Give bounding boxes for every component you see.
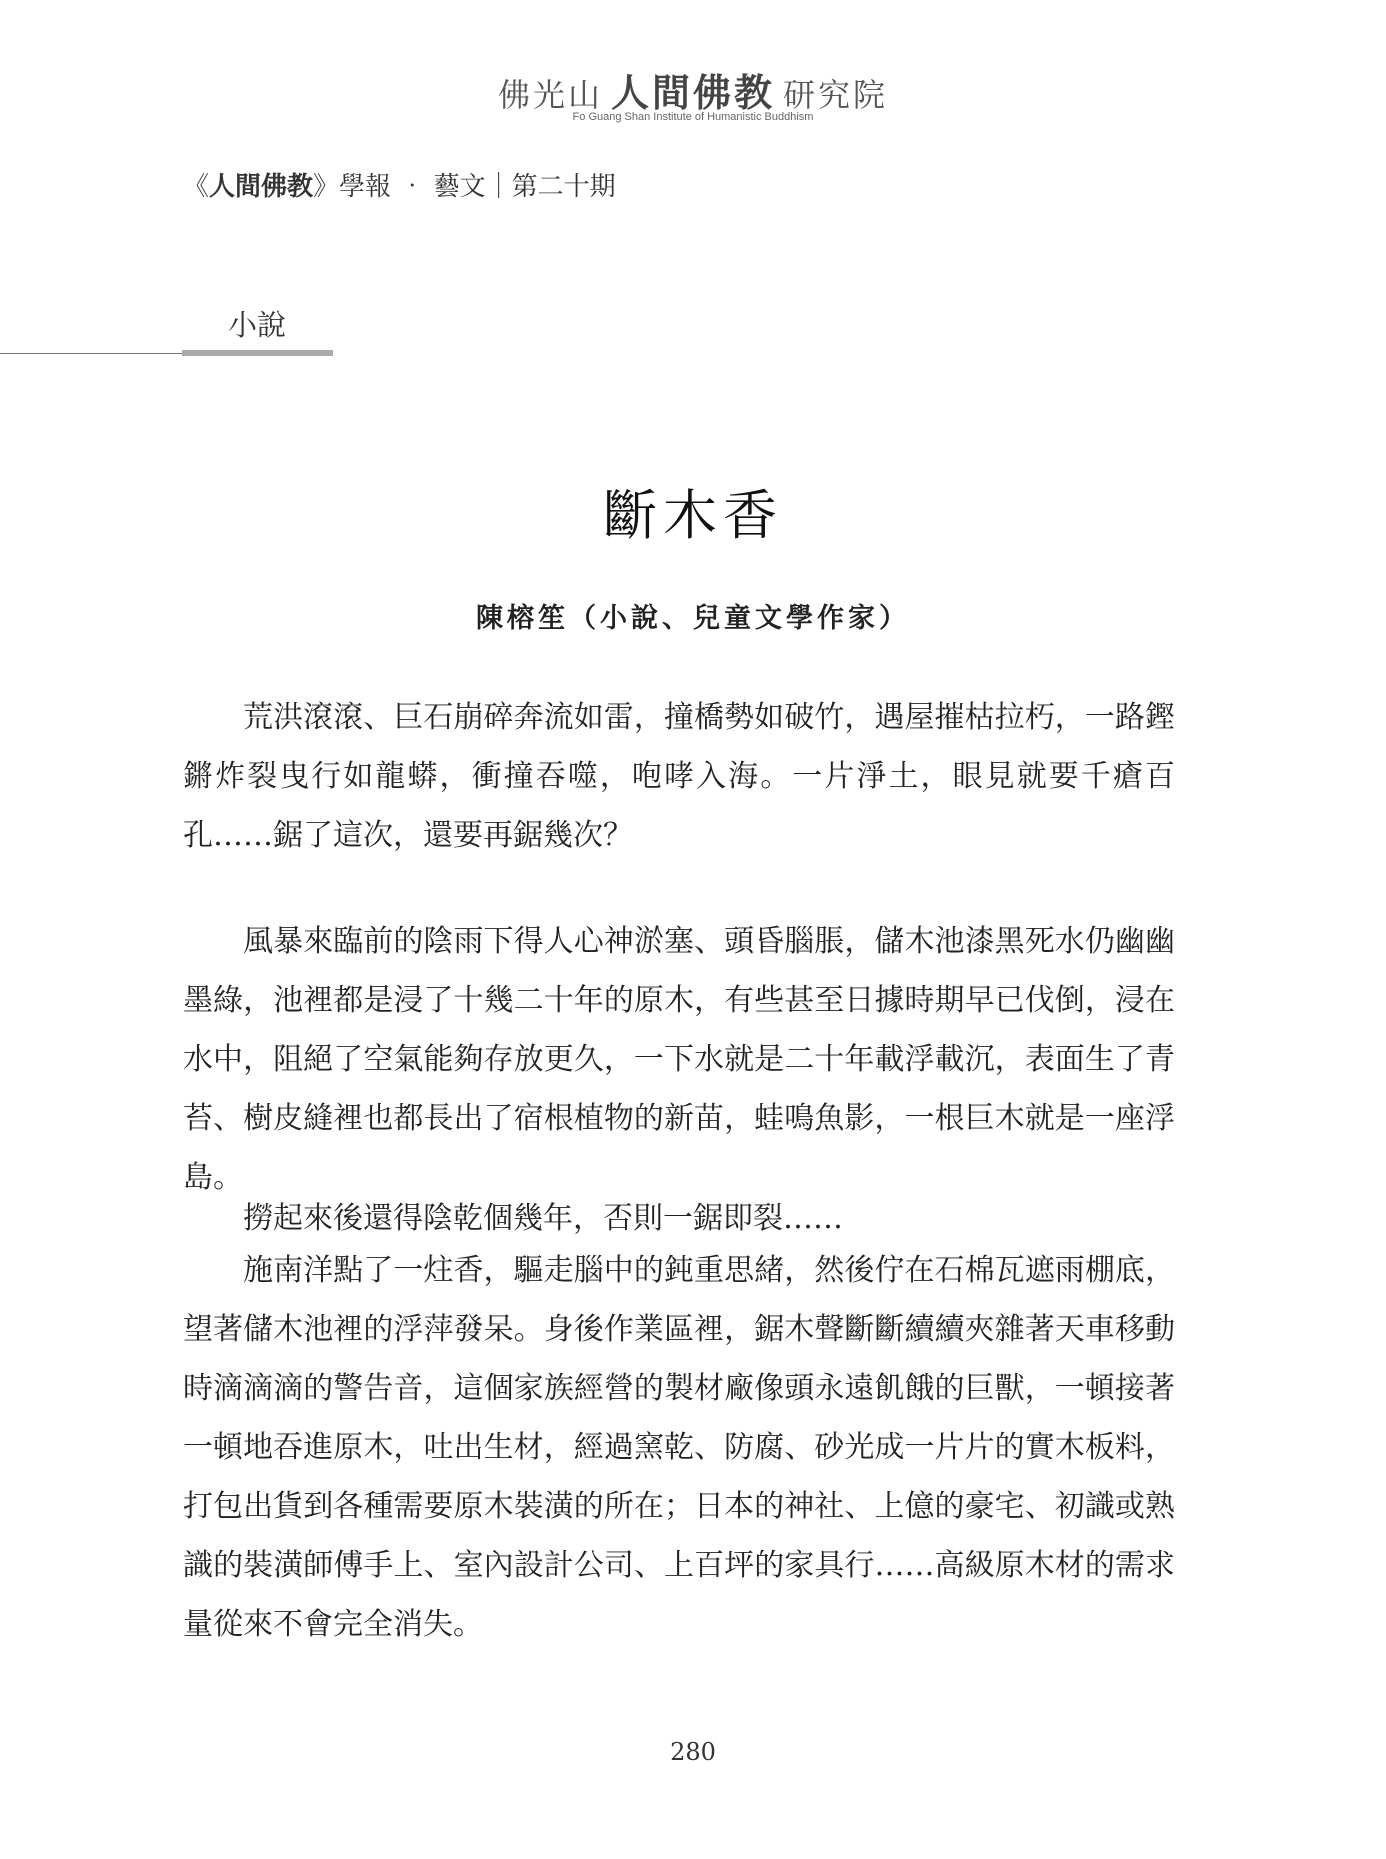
institute-logo-text: 人間佛教: [610, 70, 775, 115]
article-title: 斷木香: [603, 484, 783, 547]
body-paragraph: 風暴來臨前的陰雨下得人心神淤塞、頭昏腦脹，儲木池漆黑死水仍幽幽墨綠，池裡都是浸了十幾二十年的原木，有些甚至日據時期早已伐倒，浸在水中，阻絕了空氣能夠存放更久，一下水就是二十年載浮載沉，表面生了青苔、樹皮縫裡也都長出了宿根植物的新苗，蛙鳴魚影，一根巨木就是一座浮島。: [183, 924, 1175, 1195]
article-author: 陳榕笙（小說、兒童文學作家）: [476, 603, 910, 634]
institute-english-name: Fo Guang Shan Institute of Humanistic Buddhism: [572, 111, 814, 123]
section-label: 小說: [228, 308, 287, 342]
journal-bracket-close: 》: [313, 172, 340, 202]
institute-header: [0, 62, 1386, 117]
institute-suffix: 研究院: [783, 76, 889, 114]
journal-name: 人間佛教: [209, 172, 314, 202]
body-paragraph: 施南洋點了一炷香，驅走腦中的鈍重思緒，然後佇在石棉瓦遮雨棚底，望著儲木池裡的浮萍發呆。身後作業區裡，鋸木聲斷斷續續夾雜著天車移動時滴滴滴的警告音，這個家族經營的製材廠像頭永遠飢餓的巨獸，一頓接著一頓地吞進原木，吐出生材，經過窯乾、防腐、砂光成一片片的實木板料，打包出貨到各種需要原木裝潢的所在；日本的神社、上億的豪宅、初識或熟識的裝潢師傅手上、室內設計公司、上百坪的家具行……高級原木材的需求量從來不會完全消失。: [183, 1253, 1175, 1642]
journal-running-head: [183, 166, 616, 203]
body-paragraph: 撈起來後還得陰乾個幾年，否則一鋸即裂……: [243, 1201, 843, 1236]
page-number: 280: [670, 1738, 716, 1766]
institute-prefix: 佛光山: [497, 76, 603, 114]
body-paragraph: 荒洪滾滾、巨石崩碎奔流如雷，撞橋勢如破竹，遇屋摧枯拉朽，一路鏗鏘炸裂曳行如龍蟒，衝撞吞噬，咆哮入海。一片淨土，眼見就要千瘡百孔……鋸了這次，還要再鋸幾次？: [183, 700, 1175, 853]
section-rule-accent: [182, 350, 333, 356]
journal-issue: 學報 ‧ 藝文｜第二十期: [339, 172, 616, 202]
journal-bracket-open: 《: [183, 172, 210, 202]
